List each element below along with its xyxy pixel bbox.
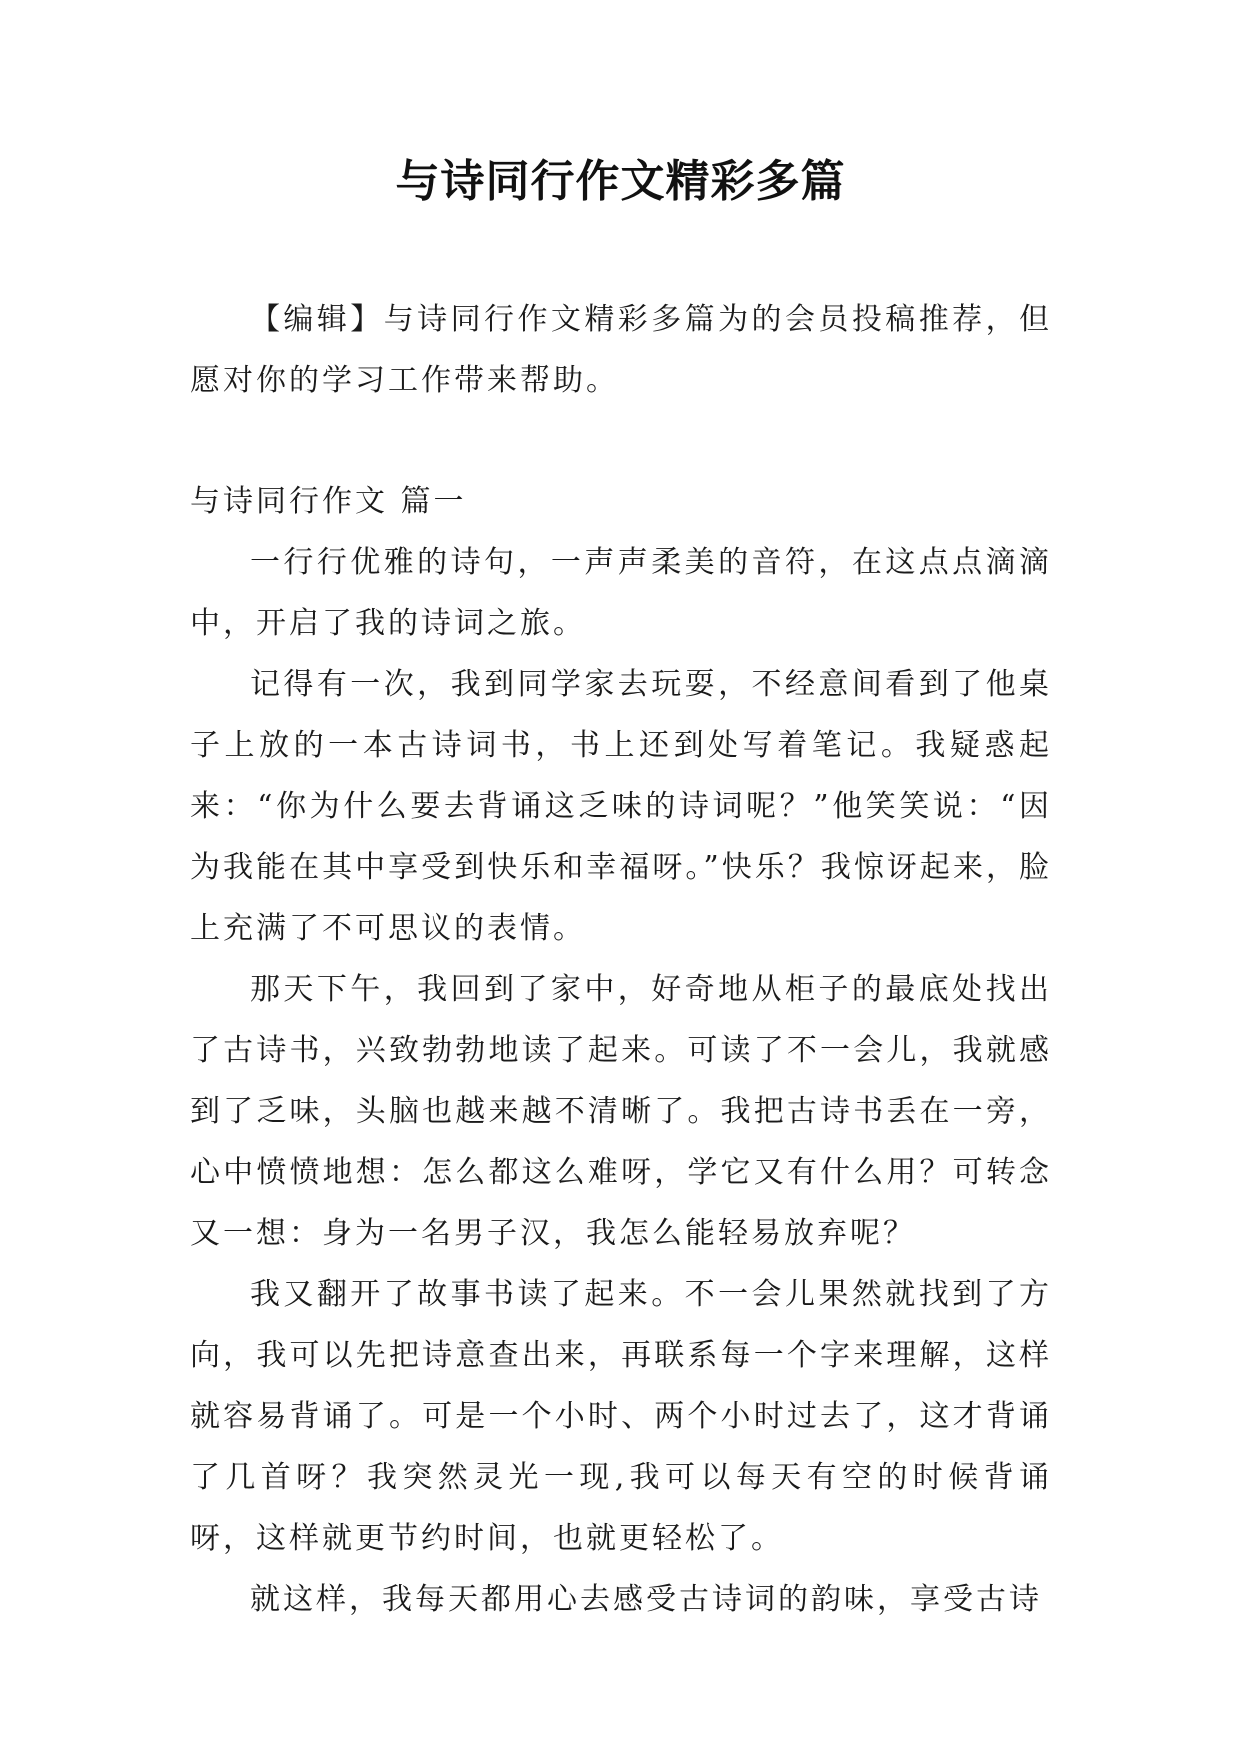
section-heading: 与诗同行作文 篇一 — [190, 484, 467, 519]
body-paragraph: 一行行优雅的诗句，一声声柔美的音符，在这点点滴滴中，开启了我的诗词之旅。 — [190, 545, 1052, 641]
body-paragraph: 那天下午，我回到了家中，好奇地从柜子的最底处找出了古诗书，兴致勃勃地读了起来。可读了不一会儿，我就感到了乏味，头脑也越来越不清晰了。我把古诗书丢在一旁，心中愤愤地想：怎么都这么难呀，学它又有什么用？可转念又一想：身为一名男子汉，我怎么能轻易放弃呢？ — [190, 972, 1052, 1251]
body-paragraph: 就这样，我每天都用心去感受古诗词的韵味，享受古诗 — [250, 1582, 1042, 1617]
document-title: 与诗同行作文精彩多篇 — [395, 156, 846, 207]
document-body — [190, 289, 1052, 1630]
body-paragraph: 我又翻开了故事书读了起来。不一会儿果然就找到了方向，我可以先把诗意查出来，再联系每一个字来理解，这样就容易背诵了。可是一个小时、两个小时过去了，这才背诵了几首呀？我突然灵光一现,我可以每天有空的时候背诵呀，这样就更节约时间，也就更轻松了。 — [190, 1277, 1052, 1556]
intro-paragraph: 【编辑】与诗同行作文精彩多篇为的会员投稿推荐，但愿对你的学习工作带来帮助。 — [190, 302, 1052, 398]
body-paragraph: 记得有一次，我到同学家去玩耍，不经意间看到了他桌子上放的一本古诗词书，书上还到处写着笔记。我疑惑起来：“你为什么要去背诵这乏味的诗词呢？”他笑笑说：“因为我能在其中享受到快乐和幸福呀。”快乐？我惊讶起来，脸上充满了不可思议的表情。 — [190, 667, 1052, 946]
